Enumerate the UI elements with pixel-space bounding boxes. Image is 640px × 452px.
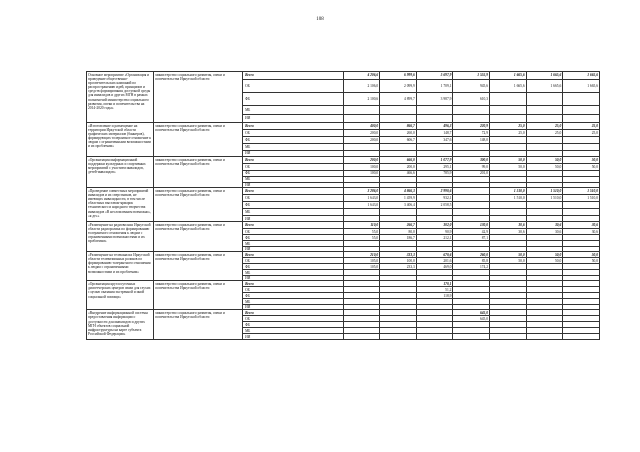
amount-cell: 1 665,6 bbox=[526, 72, 563, 80]
amount-cell: 260,0 bbox=[380, 130, 417, 137]
amount-cell: 1 510,0 bbox=[563, 188, 600, 195]
funding-source: МБ bbox=[243, 177, 344, 183]
amount-cell bbox=[490, 334, 527, 340]
amount-cell bbox=[490, 137, 527, 144]
amount-cell: 1 077,9 bbox=[416, 157, 453, 164]
amount-cell: 90,9 bbox=[416, 229, 453, 235]
amount-cell: 266,7 bbox=[380, 222, 417, 229]
amount-cell: 30,6 bbox=[490, 229, 527, 235]
activity-name: «Проведение совместных мероприятий инвалидов и их сверстников, не имеющих инвалидности, в том числе областных выставок-ярмарок технического и народного творчества инвалидов «В несломленном возможно», «я де»» bbox=[87, 188, 154, 222]
amount-cell: 118,9 bbox=[416, 293, 453, 299]
activity-name: «Изготовление и размещение на территории Иркутской области графических материалов (баннеров), формирующих толерантное отношение к людям с ограниченными возможностями и их проблемам» bbox=[87, 123, 154, 157]
amount-cell: 25,0 bbox=[563, 123, 600, 130]
amount-cell: 2 099,9 bbox=[380, 80, 417, 93]
amount-cell bbox=[380, 334, 417, 340]
amount-cell bbox=[343, 115, 380, 123]
amount-cell: 212,1 bbox=[416, 235, 453, 241]
amount-cell: 1 510,0 bbox=[563, 195, 600, 202]
amount-cell bbox=[416, 115, 453, 123]
funding-source: ОБ bbox=[243, 258, 344, 264]
funding-source: ИИ bbox=[243, 247, 344, 252]
amount-cell bbox=[490, 106, 527, 115]
amount-cell: 1 665,6 bbox=[526, 80, 563, 93]
executor-name: министерство социального развития, опеки и попечительства Иркутской области bbox=[154, 157, 243, 188]
amount-cell bbox=[416, 106, 453, 115]
table-row bbox=[87, 222, 600, 229]
table-row bbox=[87, 72, 600, 80]
activity-name: «Размещение на радиоволнах Иркутской области радиоролика по формированию толерантного отношения к людям с ограниченными возможностями и их проблемам» bbox=[87, 222, 154, 252]
activity-name: «Организация информационной поддержки культурных и спортивных мероприятий с участием инвалидов, детей-инвалидов» bbox=[87, 157, 154, 188]
funding-source: ФБ bbox=[243, 322, 344, 328]
activity-name: «Внедрение информационной системы предоставления информации о доступности для инвалидов и других МГН объектов социальной инфраструктуры на карте субъекта Российской Федерации» bbox=[87, 310, 154, 340]
amount-cell: 1 665,6 bbox=[490, 72, 527, 80]
amount-cell: 50,0 bbox=[490, 157, 527, 164]
amount-cell: 50,0 bbox=[526, 258, 563, 264]
amount-cell: 30,6 bbox=[526, 229, 563, 235]
amount-cell: 42,9 bbox=[453, 229, 490, 235]
funding-source: ИИ bbox=[243, 334, 344, 340]
executor-name: министерство социального развития, опеки и попечительства Иркутской области bbox=[154, 123, 243, 157]
amount-cell: 174,2 bbox=[453, 264, 490, 270]
amount-cell bbox=[526, 209, 563, 216]
funding-source: Всего bbox=[243, 188, 344, 195]
amount-cell: 3 406,4 bbox=[380, 202, 417, 209]
funding-source: ФБ bbox=[243, 171, 344, 177]
amount-cell bbox=[563, 115, 600, 123]
budget-table-body bbox=[87, 72, 600, 340]
amount-cell bbox=[343, 106, 380, 115]
amount-cell: 51,2 bbox=[416, 287, 453, 293]
amount-cell: 30,6 bbox=[526, 222, 563, 229]
amount-cell: 3 286,0 bbox=[343, 188, 380, 195]
amount-cell: 50,0 bbox=[490, 252, 527, 258]
amount-cell: 1 459,9 bbox=[380, 195, 417, 202]
amount-cell: 50,0 bbox=[526, 164, 563, 171]
amount-cell: 866,7 bbox=[380, 123, 417, 130]
amount-cell bbox=[490, 202, 527, 209]
activity-name: Основное мероприятие «Организация и проведение общественно-просветительских кампаний по распространению идей, принципов и средств формирования доступной среды для инвалидов и других МГН в рамках полномочий министерства социального развития, опеки и попечительства на 2014-2020 годы» bbox=[87, 72, 154, 123]
funding-source: Всего bbox=[243, 222, 344, 229]
amount-cell: 333,3 bbox=[380, 252, 417, 258]
executor-name: министерство социального развития, опеки и попечительства Иркутской области bbox=[154, 281, 243, 310]
funding-source: Всего bbox=[243, 123, 344, 130]
amount-cell bbox=[563, 144, 600, 151]
amount-cell bbox=[526, 334, 563, 340]
amount-cell bbox=[416, 334, 453, 340]
amount-cell: 1 510,0 bbox=[490, 188, 527, 195]
amount-cell: 2 100,6 bbox=[343, 93, 380, 106]
amount-cell bbox=[526, 115, 563, 123]
amount-cell: 260,0 bbox=[453, 252, 490, 258]
funding-source: ОБ bbox=[243, 316, 344, 322]
funding-source: ОБ bbox=[243, 229, 344, 235]
amount-cell bbox=[563, 202, 600, 209]
table-row bbox=[87, 188, 600, 195]
amount-cell bbox=[416, 209, 453, 216]
activity-name: «Размещение на телеканалах Иркутской области телевизионных роликов по формированию толерантного отношения к людям с ограниченными возможностями и их проблемам» bbox=[87, 252, 154, 281]
funding-source: ФБ bbox=[243, 264, 344, 270]
funding-source: Всего bbox=[243, 157, 344, 164]
executor-name: министерство социального развития, опеки и попечительства Иркутской области bbox=[154, 310, 243, 340]
amount-cell: 220,9 bbox=[453, 123, 490, 130]
funding-source: ИИ bbox=[243, 151, 344, 157]
amount-cell: 100,0 bbox=[343, 171, 380, 177]
amount-cell: 25,0 bbox=[526, 123, 563, 130]
funding-source: ФБ bbox=[243, 202, 344, 209]
amount-cell: 105,0 bbox=[343, 258, 380, 264]
amount-cell bbox=[490, 144, 527, 151]
amount-cell: 200,0 bbox=[343, 130, 380, 137]
amount-cell: 85,8 bbox=[453, 258, 490, 264]
amount-cell bbox=[453, 115, 490, 123]
amount-cell bbox=[380, 106, 417, 115]
amount-cell: 210,0 bbox=[343, 252, 380, 258]
budget-table bbox=[86, 71, 600, 340]
funding-source: МБ bbox=[243, 270, 344, 276]
funding-source: ФБ bbox=[243, 137, 344, 144]
amount-cell: 110,0 bbox=[343, 222, 380, 229]
amount-cell: 50,0 bbox=[563, 252, 600, 258]
funding-source: ОБ bbox=[243, 195, 344, 202]
funding-source: МБ bbox=[243, 241, 344, 247]
amount-cell bbox=[526, 137, 563, 144]
funding-source: ОБ bbox=[243, 287, 344, 293]
funding-source: ОБ bbox=[243, 130, 344, 137]
amount-cell: 1 665,6 bbox=[563, 80, 600, 93]
amount-cell: 1 510,0 bbox=[490, 195, 527, 202]
amount-cell bbox=[416, 144, 453, 151]
funding-source: ОБ bbox=[243, 80, 344, 93]
funding-source: ИИ bbox=[243, 183, 344, 188]
amount-cell bbox=[453, 209, 490, 216]
amount-cell bbox=[526, 202, 563, 209]
amount-cell: 1 665,6 bbox=[490, 80, 527, 93]
amount-cell: 186,7 bbox=[380, 235, 417, 241]
funding-source: ФБ bbox=[243, 235, 344, 241]
amount-cell: 55,0 bbox=[343, 235, 380, 241]
amount-cell: 1 643,0 bbox=[343, 202, 380, 209]
amount-cell: 1 665,6 bbox=[563, 72, 600, 80]
amount-cell: 50,0 bbox=[490, 164, 527, 171]
funding-source: ИИ bbox=[243, 216, 344, 222]
funding-source: Всего bbox=[243, 252, 344, 258]
amount-cell: 670,6 bbox=[416, 252, 453, 258]
amount-cell bbox=[453, 188, 490, 195]
page-number: 108 bbox=[316, 17, 324, 22]
funding-source: ОБ bbox=[243, 164, 344, 171]
amount-cell: 50,0 bbox=[490, 258, 527, 264]
amount-cell: 100,0 bbox=[343, 164, 380, 171]
amount-cell bbox=[563, 334, 600, 340]
amount-cell: 6 999,6 bbox=[380, 72, 417, 80]
funding-source: Всего bbox=[243, 72, 344, 80]
amount-cell bbox=[453, 106, 490, 115]
funding-source: ИИ bbox=[243, 276, 344, 281]
amount-cell: 50,0 bbox=[563, 157, 600, 164]
amount-cell: 25,0 bbox=[490, 130, 527, 137]
amount-cell bbox=[490, 115, 527, 123]
amount-cell: 201,0 bbox=[453, 171, 490, 177]
amount-cell bbox=[380, 144, 417, 151]
executor-name: министерство социального развития, опеки и попечительства Иркутской области bbox=[154, 222, 243, 252]
funding-source: МБ bbox=[243, 209, 344, 216]
amount-cell: 25,0 bbox=[490, 123, 527, 130]
amount-cell: 1 555,9 bbox=[453, 72, 490, 80]
amount-cell bbox=[380, 115, 417, 123]
amount-cell: 105,0 bbox=[343, 264, 380, 270]
amount-cell: 148,7 bbox=[416, 130, 453, 137]
executor-name: министерство социального развития, опеки и попечительства Иркутской области bbox=[154, 72, 243, 123]
amount-cell: 785,9 bbox=[416, 171, 453, 177]
table-row bbox=[87, 123, 600, 130]
amount-cell: 606,7 bbox=[380, 137, 417, 144]
amount-cell bbox=[343, 209, 380, 216]
amount-cell: 200,0 bbox=[380, 164, 417, 171]
amount-cell: 72,9 bbox=[453, 130, 490, 137]
amount-cell: 170,1 bbox=[416, 281, 453, 287]
amount-cell: 466,6 bbox=[380, 171, 417, 177]
amount-cell bbox=[453, 195, 490, 202]
amount-cell: 347,6 bbox=[416, 137, 453, 144]
amount-cell: 200,0 bbox=[343, 137, 380, 144]
amount-cell: 300,0 bbox=[453, 157, 490, 164]
amount-cell: 30,6 bbox=[563, 222, 600, 229]
funding-source: МБ bbox=[243, 106, 344, 115]
table-row bbox=[87, 157, 600, 164]
amount-cell: 50,0 bbox=[563, 164, 600, 171]
amount-cell: 4 899,7 bbox=[380, 93, 417, 106]
amount-cell: 5 697,9 bbox=[416, 72, 453, 80]
amount-cell: 496,3 bbox=[416, 123, 453, 130]
amount-cell: 2 106,0 bbox=[343, 80, 380, 93]
amount-cell: 25,0 bbox=[563, 130, 600, 137]
amount-cell bbox=[453, 144, 490, 151]
amount-cell bbox=[490, 93, 527, 106]
funding-source: ФБ bbox=[243, 293, 344, 299]
funding-source: МБ bbox=[243, 328, 344, 334]
amount-cell: 645,0 bbox=[453, 310, 490, 316]
amount-cell: 302,0 bbox=[416, 222, 453, 229]
amount-cell bbox=[526, 93, 563, 106]
executor-name: министерство социального развития, опеки и попечительства Иркутской области bbox=[154, 252, 243, 281]
amount-cell bbox=[563, 137, 600, 144]
amount-cell: 400,0 bbox=[343, 123, 380, 130]
amount-cell: 50,0 bbox=[563, 258, 600, 264]
amount-cell: 666,0 bbox=[380, 157, 417, 164]
amount-cell: 25,0 bbox=[526, 130, 563, 137]
funding-source: ИИ bbox=[243, 305, 344, 310]
amount-cell: 469,0 bbox=[416, 264, 453, 270]
amount-cell bbox=[380, 209, 417, 216]
amount-cell bbox=[563, 106, 600, 115]
amount-cell: 295,1 bbox=[416, 164, 453, 171]
amount-cell bbox=[453, 202, 490, 209]
amount-cell: 233,3 bbox=[380, 264, 417, 270]
amount-cell: 87,1 bbox=[453, 235, 490, 241]
amount-cell: 80,0 bbox=[380, 229, 417, 235]
amount-cell bbox=[563, 93, 600, 106]
funding-source: МБ bbox=[243, 299, 344, 305]
amount-cell: 200,0 bbox=[343, 157, 380, 164]
amount-cell: 100,0 bbox=[380, 258, 417, 264]
amount-cell bbox=[343, 334, 380, 340]
amount-cell: 1 510,0 bbox=[526, 195, 563, 202]
amount-cell: 945,6 bbox=[453, 80, 490, 93]
amount-cell: 645,0 bbox=[453, 316, 490, 322]
amount-cell: 1 643,0 bbox=[343, 195, 380, 202]
amount-cell: 99,0 bbox=[453, 164, 490, 171]
funding-source: Всего bbox=[243, 310, 344, 316]
amount-cell: 4 206,6 bbox=[343, 72, 380, 80]
amount-cell: 201,6 bbox=[416, 258, 453, 264]
funding-source: Всего bbox=[243, 281, 344, 287]
executor-name: министерство социального развития, опеки и попечительства Иркутской области bbox=[154, 188, 243, 222]
amount-cell: 2 058,5 bbox=[416, 202, 453, 209]
activity-name: «Организация круглосуточных диспетчерских центров связи для глухих с целью оказания экстренной и иной социальной помощи» bbox=[87, 281, 154, 310]
amount-cell: 30,6 bbox=[490, 222, 527, 229]
amount-cell bbox=[563, 209, 600, 216]
amount-cell bbox=[343, 144, 380, 151]
funding-source: МБ bbox=[243, 144, 344, 151]
amount-cell: 2 990,6 bbox=[416, 188, 453, 195]
amount-cell: 3 987,9 bbox=[416, 93, 453, 106]
funding-source: ФБ bbox=[243, 93, 344, 106]
amount-cell: 4 866,3 bbox=[380, 188, 417, 195]
amount-cell bbox=[453, 334, 490, 340]
amount-cell: 30,6 bbox=[563, 229, 600, 235]
amount-cell: 55,0 bbox=[343, 229, 380, 235]
amount-cell: 610,3 bbox=[453, 93, 490, 106]
amount-cell: 148,0 bbox=[453, 137, 490, 144]
amount-cell: 50,0 bbox=[526, 157, 563, 164]
amount-cell bbox=[526, 106, 563, 115]
amount-cell: 932,1 bbox=[416, 195, 453, 202]
amount-cell: 1 709,1 bbox=[416, 80, 453, 93]
amount-cell: 130,0 bbox=[453, 222, 490, 229]
amount-cell: 50,0 bbox=[526, 252, 563, 258]
amount-cell: 1 510,0 bbox=[526, 188, 563, 195]
amount-cell bbox=[490, 209, 527, 216]
amount-cell bbox=[526, 144, 563, 151]
funding-source: ИИ bbox=[243, 115, 344, 123]
